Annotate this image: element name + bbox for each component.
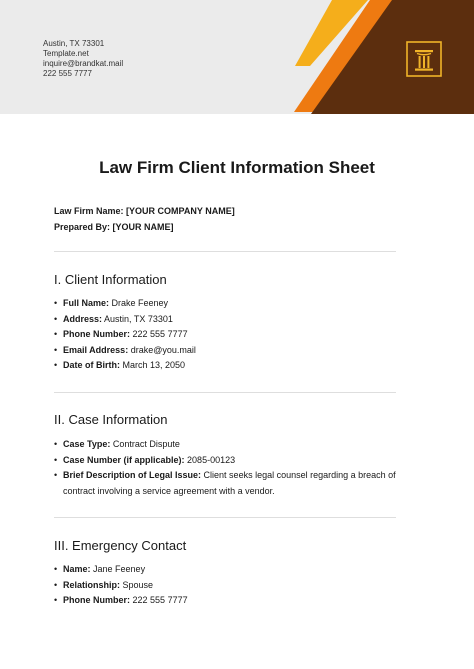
section-title-emergency-contact: III. Emergency Contact (54, 538, 187, 553)
document-title: Law Firm Client Information Sheet (99, 158, 375, 177)
prepared-by-value: [YOUR NAME] (112, 222, 174, 232)
case-information-list (54, 437, 414, 499)
list-item: • Relationship: Spouse (54, 578, 414, 594)
letterhead-decoration (0, 0, 474, 114)
prepared-by-line (54, 222, 174, 232)
divider (54, 251, 396, 252)
firm-name-label: Law Firm Name: (54, 206, 124, 216)
list-item: • Email Address: drake@you.mail (54, 343, 414, 359)
list-item: • Case Number (if applicable): 2085-00123 (54, 453, 414, 469)
section-title-client-information: I. Client Information (54, 272, 167, 287)
list-item: • Phone Number: 222 555 7777 (54, 327, 414, 343)
emergency-contact-list (54, 562, 414, 609)
divider (54, 392, 396, 393)
section-title-case-information: II. Case Information (54, 412, 168, 427)
letterhead (0, 0, 474, 114)
firm-name-line (54, 206, 235, 216)
list-item: • Brief Description of Legal Issue: Client seeks legal counsel regarding a breach of contract involving a service agreement with a vendor. (54, 468, 414, 499)
contact-address: Austin, TX 73301 (43, 39, 105, 48)
contact-phone: 222 555 7777 (43, 69, 92, 78)
pillar-column-icon (406, 41, 442, 77)
list-item: • Date of Birth: March 13, 2050 (54, 358, 414, 374)
contact-website: Template.net (43, 49, 89, 58)
prepared-by-label: Prepared By: (54, 222, 111, 232)
divider (54, 517, 396, 518)
contact-email: inquire@brandkat.mail (43, 59, 124, 68)
list-item: • Name: Jane Feeney (54, 562, 414, 578)
list-item: • Case Type: Contract Dispute (54, 437, 414, 453)
list-item: • Full Name: Drake Feeney (54, 296, 414, 312)
client-information-list (54, 296, 414, 374)
firm-name-value: [YOUR COMPANY NAME] (126, 206, 235, 216)
list-item: • Phone Number: 222 555 7777 (54, 593, 414, 609)
list-item: • Address: Austin, TX 73301 (54, 312, 414, 328)
